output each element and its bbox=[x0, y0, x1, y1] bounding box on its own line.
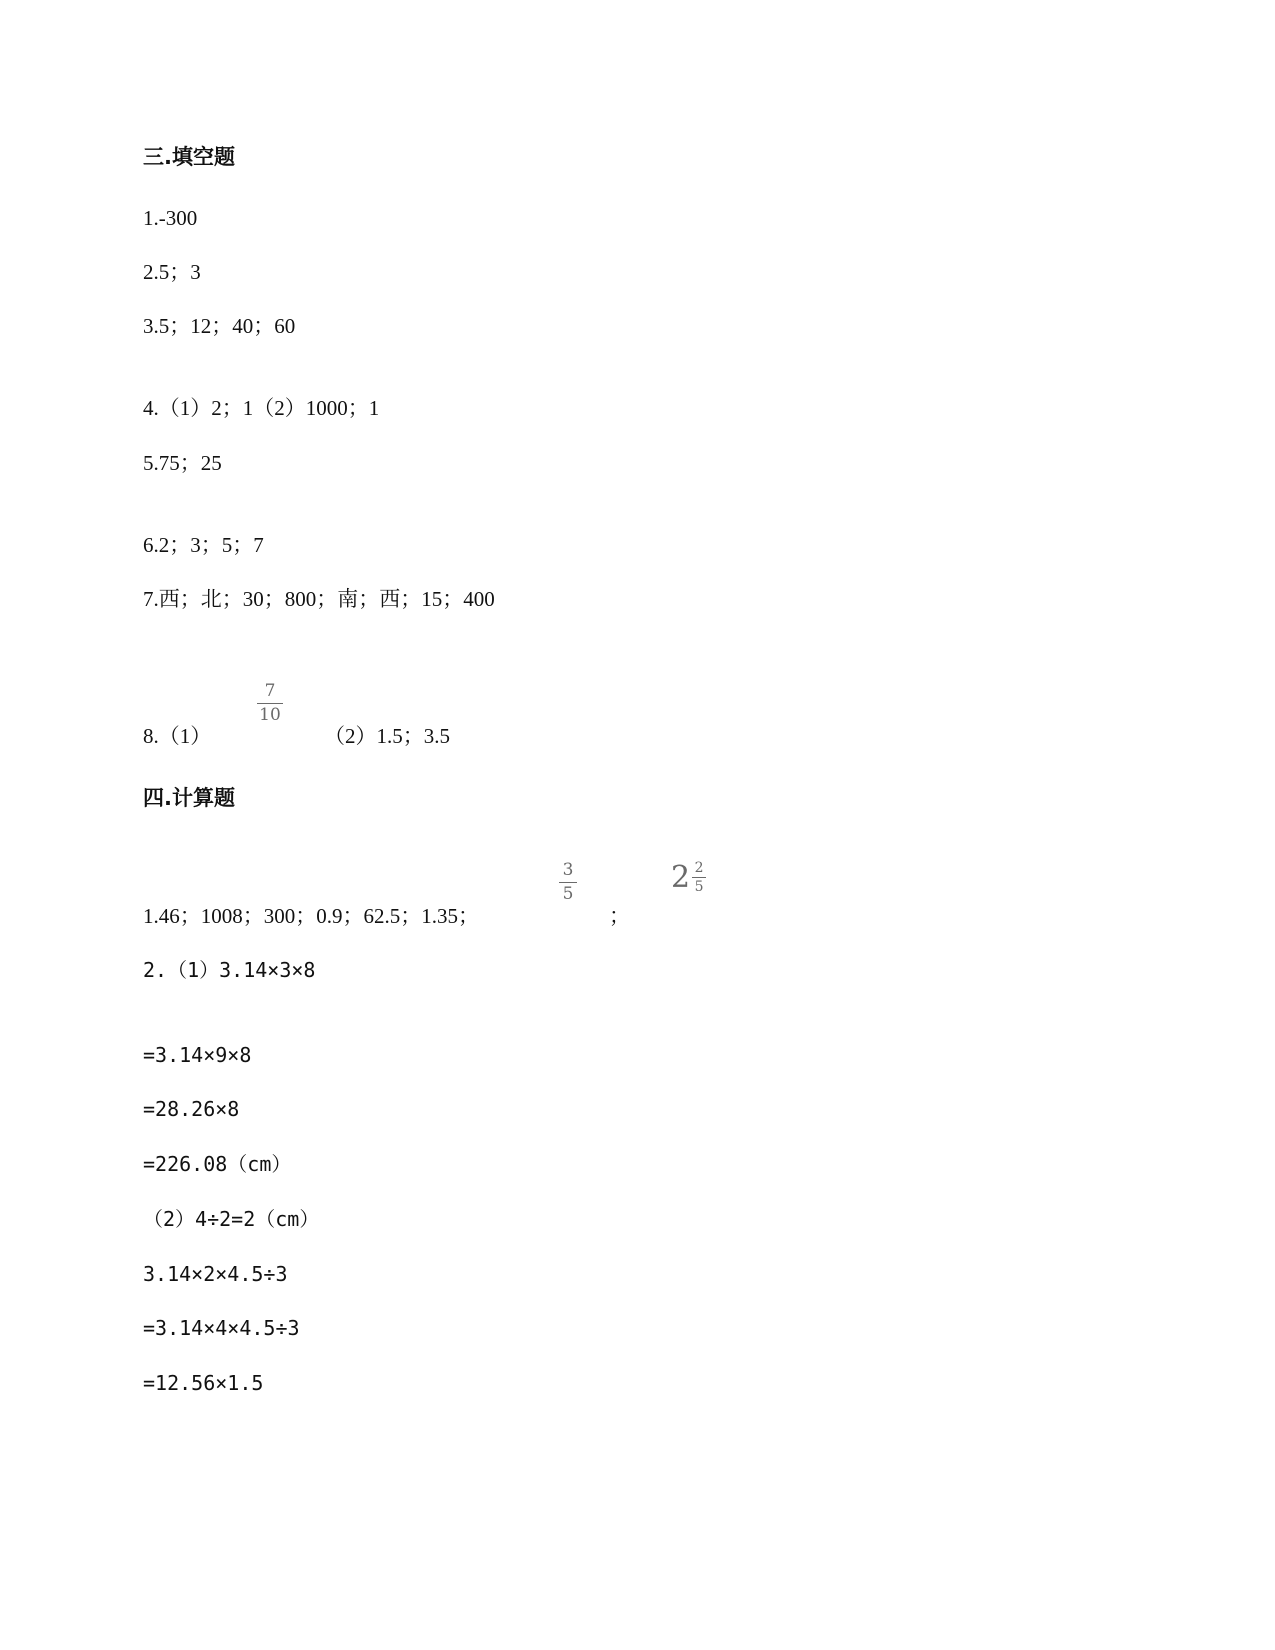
answer-line-7: 7.西；北；30；800；南；西；15；400 bbox=[143, 587, 495, 611]
fraction-denominator: 5 bbox=[562, 884, 574, 904]
answer-line-6: 6.2；3；5；7 bbox=[143, 533, 264, 557]
calc-line-8: =3.14×4×4.5÷3 bbox=[143, 1316, 300, 1340]
answer-line-4: 4.（1）2；1（2）1000；1 bbox=[143, 396, 380, 420]
calc-line-1: 1.46；1008；300；0.9；62.5；1.35； bbox=[143, 904, 479, 928]
calc-line-1-separator: ； bbox=[609, 904, 630, 928]
answer-line-8-suffix: （2）1.5；3.5 bbox=[324, 724, 450, 748]
calc-line-2: 2.（1）3.14×3×8 bbox=[143, 958, 316, 982]
fraction-seven-tenths bbox=[257, 683, 283, 724]
mixed-fraction bbox=[692, 861, 706, 894]
answer-line-2: 2.5；3 bbox=[143, 260, 201, 284]
answer-line-8-prefix: 8.（1） bbox=[143, 724, 212, 748]
answer-line-5: 5.75；25 bbox=[143, 451, 222, 475]
calc-line-5: =226.08（cm） bbox=[143, 1152, 292, 1176]
fraction-numerator: 7 bbox=[264, 681, 276, 701]
fraction-bar bbox=[257, 703, 283, 704]
calc-line-9: =12.56×1.5 bbox=[143, 1371, 264, 1395]
calc-line-3: =3.14×9×8 bbox=[143, 1043, 252, 1067]
fraction-bar bbox=[559, 882, 577, 883]
section-heading-calculation: 四.计算题 bbox=[143, 786, 235, 810]
fraction-numerator: 3 bbox=[562, 860, 574, 880]
section-heading-fill-blank: 三.填空题 bbox=[143, 145, 235, 169]
fraction-three-fifths bbox=[559, 862, 577, 903]
fraction-denominator: 10 bbox=[259, 705, 281, 725]
answer-line-3: 3.5；12；40；60 bbox=[143, 314, 296, 338]
mixed-number-two-and-two-fifths bbox=[671, 860, 706, 895]
mixed-whole: 2 bbox=[671, 860, 691, 895]
fraction-denominator: 5 bbox=[694, 879, 704, 895]
fraction-numerator: 2 bbox=[694, 860, 704, 876]
answer-line-1: 1.-300 bbox=[143, 206, 198, 230]
calc-line-6: （2）4÷2=2（cm） bbox=[143, 1207, 320, 1231]
fraction-bar bbox=[692, 877, 706, 878]
calc-line-7: 3.14×2×4.5÷3 bbox=[143, 1262, 288, 1286]
calc-line-4: =28.26×8 bbox=[143, 1097, 240, 1121]
